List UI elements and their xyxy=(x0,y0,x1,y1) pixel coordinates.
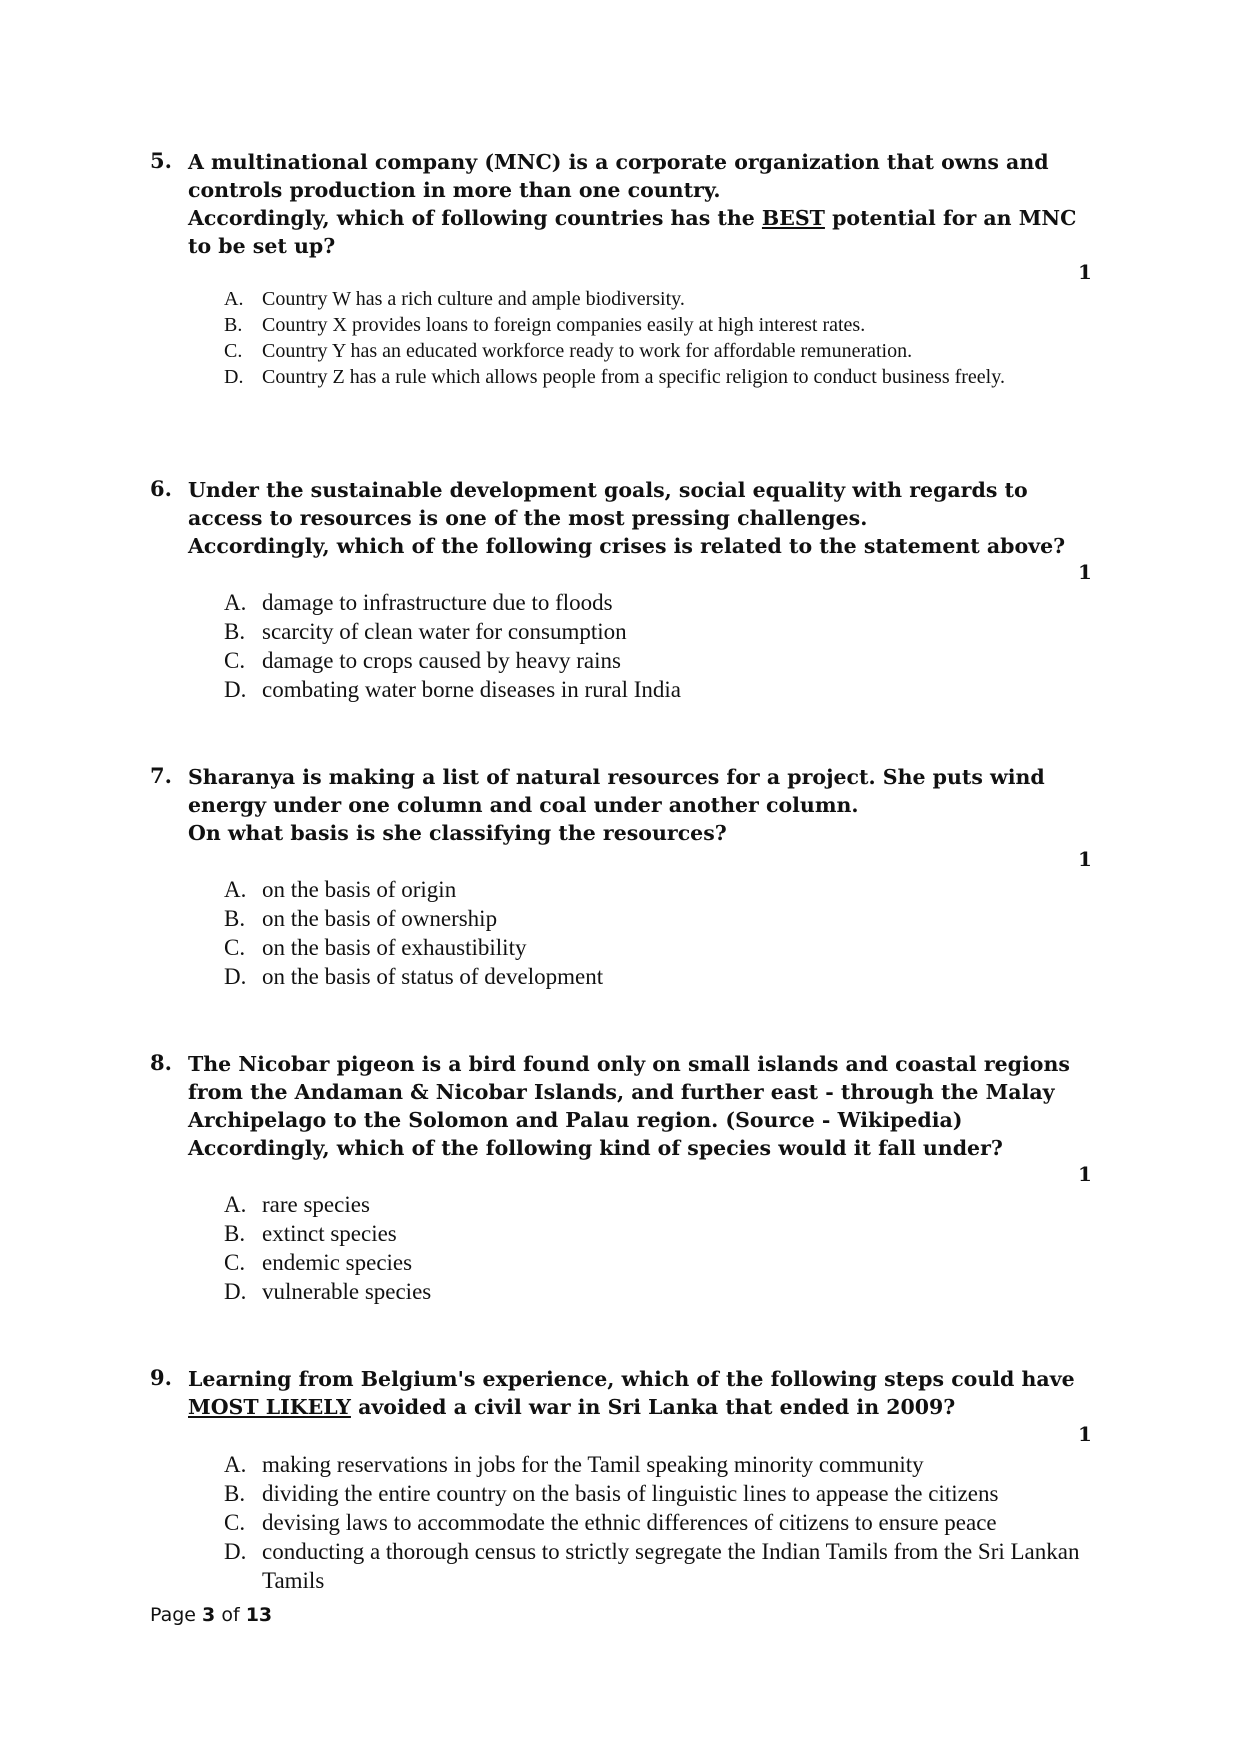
marks-label: 1 xyxy=(1078,1422,1092,1446)
question-8 xyxy=(150,1050,1090,1162)
question-prompt: On what basis is she classifying the resources? xyxy=(188,821,727,845)
question-5 xyxy=(150,148,1090,260)
question-number: 7. xyxy=(150,763,172,788)
option-b: B. extinct species xyxy=(224,1221,397,1246)
question-prompt: Accordingly, which of the following crises is related to the statement above? xyxy=(188,534,1066,558)
options-list xyxy=(224,1190,1104,1306)
options-list xyxy=(224,875,1104,991)
question-statement: The Nicobar pigeon is a bird found only on small islands and coastal regions from the Andaman & Nicobar Islands, and further east - through the Malay Archipelago to the Solomon and Palau region. (Source - Wikipedia) xyxy=(188,1052,1070,1132)
option-b: B. dividing the entire country on the basis of linguistic lines to appease the citizens xyxy=(224,1481,999,1506)
marks-label: 1 xyxy=(1078,560,1092,584)
option-d: D. combating water borne diseases in rural India xyxy=(224,677,681,702)
question-statement: Under the sustainable development goals, social equality with regards to access to resources is one of the most pressing challenges. xyxy=(188,478,1028,530)
question-number: 6. xyxy=(150,476,172,501)
option-d: D. conducting a thorough census to strictly segregate the Indian Tamils from the Sri Lankan Tamils xyxy=(224,1539,1080,1593)
option-c: C. devising laws to accommodate the ethnic differences of citizens to ensure peace xyxy=(224,1510,997,1535)
option-d: D. vulnerable species xyxy=(224,1279,432,1304)
option-a: A. rare species xyxy=(224,1192,370,1217)
marks-label: 1 xyxy=(1078,1162,1092,1186)
total-pages: 13 xyxy=(245,1604,273,1626)
question-statement: Sharanya is making a list of natural resources for a project. She puts wind energy under one column and coal under another column. xyxy=(188,765,1045,817)
marks-label: 1 xyxy=(1078,847,1092,871)
options-list xyxy=(224,286,1104,390)
option-a: A. damage to infrastructure due to floods xyxy=(224,590,613,615)
question-9 xyxy=(150,1365,1090,1421)
options-list xyxy=(224,1450,1104,1595)
option-b: B. on the basis of ownership xyxy=(224,906,498,931)
options-list xyxy=(224,588,1104,704)
option-d: D. Country Z has a rule which allows people from a specific religion to conduct business freely. xyxy=(224,366,1005,388)
page-number-footer: Page 3 of 13 xyxy=(150,1604,273,1626)
question-number: 9. xyxy=(150,1365,172,1390)
marks-label: 1 xyxy=(1078,260,1092,284)
option-d: D. on the basis of status of development xyxy=(224,964,604,989)
option-a: A. on the basis of origin xyxy=(224,877,457,902)
question-7 xyxy=(150,763,1090,847)
option-b: B. scarcity of clean water for consumption xyxy=(224,619,627,644)
question-text xyxy=(188,476,1090,560)
option-a: A. Country W has a rich culture and ample biodiversity. xyxy=(224,288,685,310)
question-prompt: Accordingly, which of following countries has the BEST potential for an MNC to be set up? xyxy=(188,206,1077,258)
option-b: B. Country X provides loans to foreign companies easily at high interest rates. xyxy=(224,314,866,336)
question-text xyxy=(188,148,1090,260)
emphasis-word: BEST xyxy=(761,206,825,230)
option-c: C. on the basis of exhaustibility xyxy=(224,935,527,960)
question-number: 8. xyxy=(150,1050,172,1075)
question-prompt: Learning from Belgium's experience, which of the following steps could have MOST LIKELY avoided a civil war in Sri Lanka that ended in 2009? xyxy=(188,1367,1075,1419)
question-text xyxy=(188,1365,1090,1421)
question-text xyxy=(188,1050,1090,1162)
option-a: A. making reservations in jobs for the Tamil speaking minority community xyxy=(224,1452,924,1477)
emphasis-word: MOST LIKELY xyxy=(188,1395,351,1419)
question-6 xyxy=(150,476,1090,560)
question-prompt: Accordingly, which of the following kind of species would it fall under? xyxy=(188,1136,1003,1160)
question-statement: A multinational company (MNC) is a corporate organization that owns and controls production in more than one country. xyxy=(188,150,1049,202)
option-c: C. endemic species xyxy=(224,1250,413,1275)
current-page: 3 xyxy=(202,1604,216,1626)
question-text xyxy=(188,763,1090,847)
question-number: 5. xyxy=(150,148,172,173)
option-c: C. Country Y has an educated workforce ready to work for affordable remuneration. xyxy=(224,340,913,362)
option-c: C. damage to crops caused by heavy rains xyxy=(224,648,621,673)
